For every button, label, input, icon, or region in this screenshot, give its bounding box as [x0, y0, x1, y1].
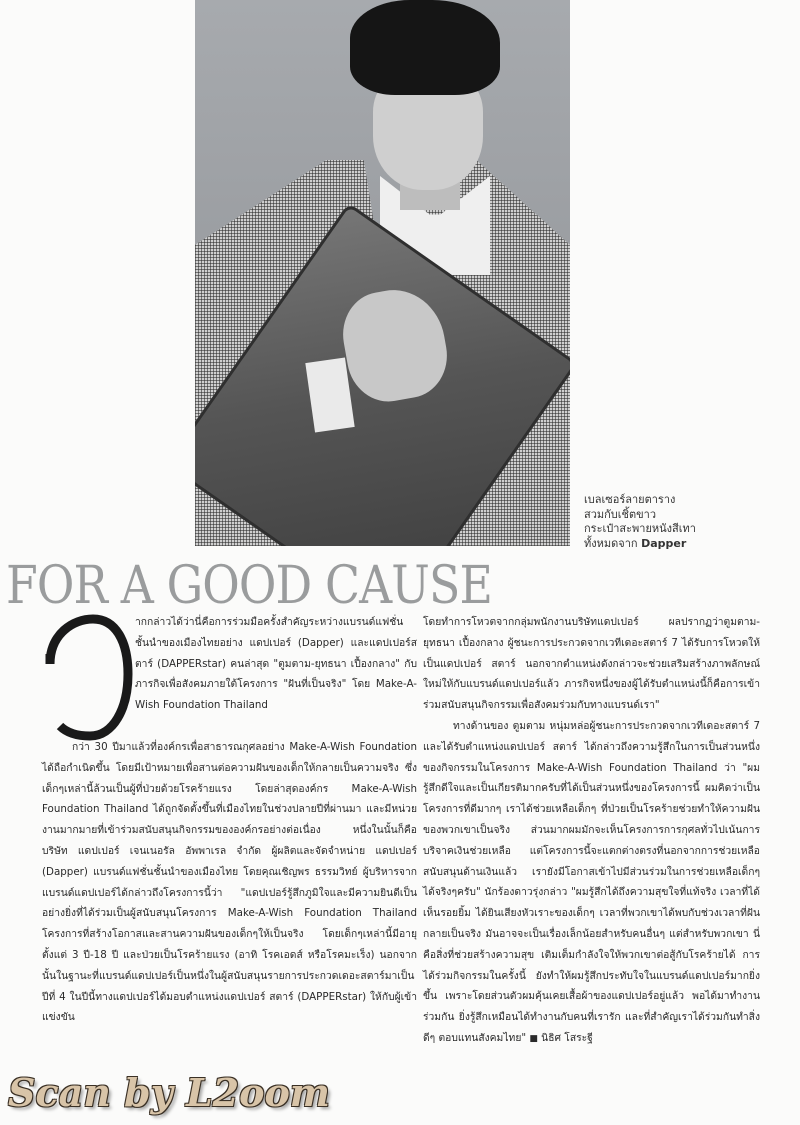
dropcap-glyph-icon [38, 614, 133, 742]
caption-line: สวมกับเชิ้ตขาว [584, 507, 657, 521]
caption-brand: Dapper [641, 536, 687, 550]
article-headline: FOR A GOOD CAUSE [6, 556, 492, 616]
scan-watermark [8, 1066, 330, 1120]
end-mark-icon: ■ [529, 1033, 538, 1044]
article-column-right [423, 612, 760, 1050]
caption-line [584, 537, 784, 552]
article-intro [135, 612, 417, 716]
dropcap-letter [38, 614, 133, 742]
body-paragraph: โดยทำการโหวตจากกลุ่มพนักงานบริษัทแดปเปอร์ ผลปรากฏว่าตูมตาม-ยุทธนา เปื้องกลาง ผู้ชนะการประกวดจากเวทีเดอะสตาร์ 7 ได้รับการโหวตให้เป็นแดปเปอร์ สตาร์ นอกจากตำแหน่งดังกล่าวจะช่วยเสริมสร้างภาพลักษณ์ใหม่ให้กับแบรนด์แดปเปอร์แล้ว ภารกิจหนึ่งของผู้ได้รับตำแหน่งนี้ก็คือการเข้าร่วมสนับสนุนกิจกรรมเพื่อสังคมร่วมกับทางแบรนด์เรา" [423, 616, 760, 712]
caption-prefix: ทั้งหมดจาก [584, 536, 638, 550]
watermark-text: Scan by L2oom [8, 1070, 330, 1115]
author-byline: นิธิศ โสระฐี [541, 1031, 593, 1044]
photo-caption [584, 493, 784, 551]
quote-text: ทางด้านของ ตูมตาม หนุ่มหล่อผู้ชนะการประกวดจากเวทีเดอะสตาร์ 7 และได้รับตำแหน่งแดปเปอร์ สตาร์ ได้กล่าวถึงความรู้สึกในการเป็นส่วนหนึ่งของกิจกรรมในโครงการ Make-A-Wish Foundation Thailand ว่า "ผมรู้สึกดีใจและเป็นเกียรติมากครับที่ได้เป็นส่วนหนึ่งของโครงการนี้ ผมคิดว่าเป็นโครงการที่ดีมากๆ เราได้ช่วยเหลือเด็กๆ ที่ป่วยเป็นโรคร้ายช่วยทำให้ความฝันของพวกเขาเป็นจริง ส่วนมากผมมักจะเห็นโครงการการกุศลทั่วไปเน้นการบริจาคเงินช่วยเหลือ แต่โครงการนี้จะแตกต่างตรงที่นอกจากการช่วยเหลือสนับสนุนด้านเงินแล้ว เรายังมีโอกาสเข้าไปมีส่วนร่วมในการช่วยเหลือเด็กๆ ได้จริงๆครับ" นักร้องดาวรุ่งกล่าว "ผมรู้สึกได้ถึงความสุขใจที่แท้จริง เวลาที่ได้เห็นรอยยิ้ม ได้ยินเสียงหัวเราะของเด็กๆ เวลาที่พวกเขาได้พบกับช่วงเวลาที่ฝันกลายเป็นจริง มันอาจจะเป็นเรื่องเล็กน้อยสำหรับคนอื่นๆ แต่สำหรับพวกเขา นี่คือสิ่งที่ช่วยสร้างความสุข เติมเต็มกำลังใจให้พวกเขาต่อสู้กับโรคร้ายได้ การได้ร่วมกิจกรรมในครั้งนี้ ยังทำให้ผมรู้สึกประทับใจในแบรนด์แดปเปอร์มากยิ่งขึ้น เพราะโดยส่วนตัวผมคุ้นเคยเสื้อผ้าของแดปเปอร์อยู่แล้ว พอได้มาทำงานร่วมกัน ยิ่งรู้สึกเหมือนได้ทำงานกับคนที่เรารัก และที่สำคัญเราได้ร่วมกันทำสิ่งดีๆ ตอบแทนสังคมไทย" [423, 719, 760, 1044]
body-paragraph: กว่า 30 ปีมาแล้วที่องค์กรเพื่อสาธารณกุศลอย่าง Make-A-Wish Foundation ได้ถือกำเนิดขึ้น โดยมีเป้าหมายเพื่อสานต่อความฝันของเด็กให้กลายเป็นความจริง ซึ่งเด็กๆเหล่านี้ล้วนเป็นผู้ที่ป่วยด้วยโรคร้ายแรง โดยล่าสุดองค์กร Make-A-Wish Foundation Thailand ได้ถูกจัดตั้งขึ้นที่เมืองไทยในช่วงปลายปีที่ผ่านมา และมีหน่วยงานมากมายที่เข้าร่วมสนับสนุนกิจกรรมขององค์กรอย่างต่อเนื่อง หนึ่งในนั้นก็คือ บริษัท แดปเปอร์ เจนเนอรัล อัพพาเรล จำกัด ผู้ผลิตและจัดจำหน่าย แดปเปอร์ (Dapper) แบรนด์แฟชั่นชั้นนำของเมืองไทย โดยคุณเชิญพร ธรรมวิทย์ ผู้บริหารจากแบรนด์แดปเปอร์ได้กล่าวถึงโครงการนี้ว่า "แดปเปอร์รู้สึกภูมิใจและมีความยินดีเป็นอย่างยิ่งที่ได้ร่วมเป็นผู้สนับสนุนโครงการ Make-A-Wish Foundation Thailand โครงการที่สร้างโอกาสและสานความฝันของเด็กๆให้เป็นจริง โดยเด็กๆเหล่านี้มีอายุตั้งแต่ 3 ปี-18 ปี และป่วยเป็นโรคร้ายแรง (อาทิ โรคเอดส์ หรือโรคมะเร็ง) นอกจากนั้นในฐานะที่แบรนด์แดปเปอร์เป็นหนึ่งในผู้สนับสนุนรายการประกวดเดอะสตาร์มาเป็นปีที่ 4 ในปีนี้ทางแดปเปอร์ได้มอบตำแหน่งแดปเปอร์ สตาร์ (DAPPERstar) ให้กับผู้เข้าแข่งขัน [42, 741, 417, 1024]
caption-line: กระเป๋าสะพายหนังสีเทา [584, 522, 696, 535]
intro-paragraph: ากกล่าวได้ว่านี่คือการร่วมมือครั้งสำคัญระหว่างแบรนด์แฟชั่นชั้นนำของเมืองไทยอย่าง แดปเปอร์ (Dapper) และแดปเปอร์สตาร์ (DAPPERstar) คนล่าสุด "ตูมตาม-ยุทธนา เปื้องกลาง" กับภารกิจเพื่อสังคมภายใต้โครงการ "ฝันที่เป็นจริง" โดย Make-A-Wish Foundation Thailand [135, 616, 417, 712]
article-column-left [42, 737, 417, 1028]
body-paragraph [423, 716, 760, 1050]
cover-photo [195, 0, 570, 546]
caption-line: เบลเซอร์ลายตาราง [584, 493, 676, 506]
photo-hair [350, 0, 500, 95]
